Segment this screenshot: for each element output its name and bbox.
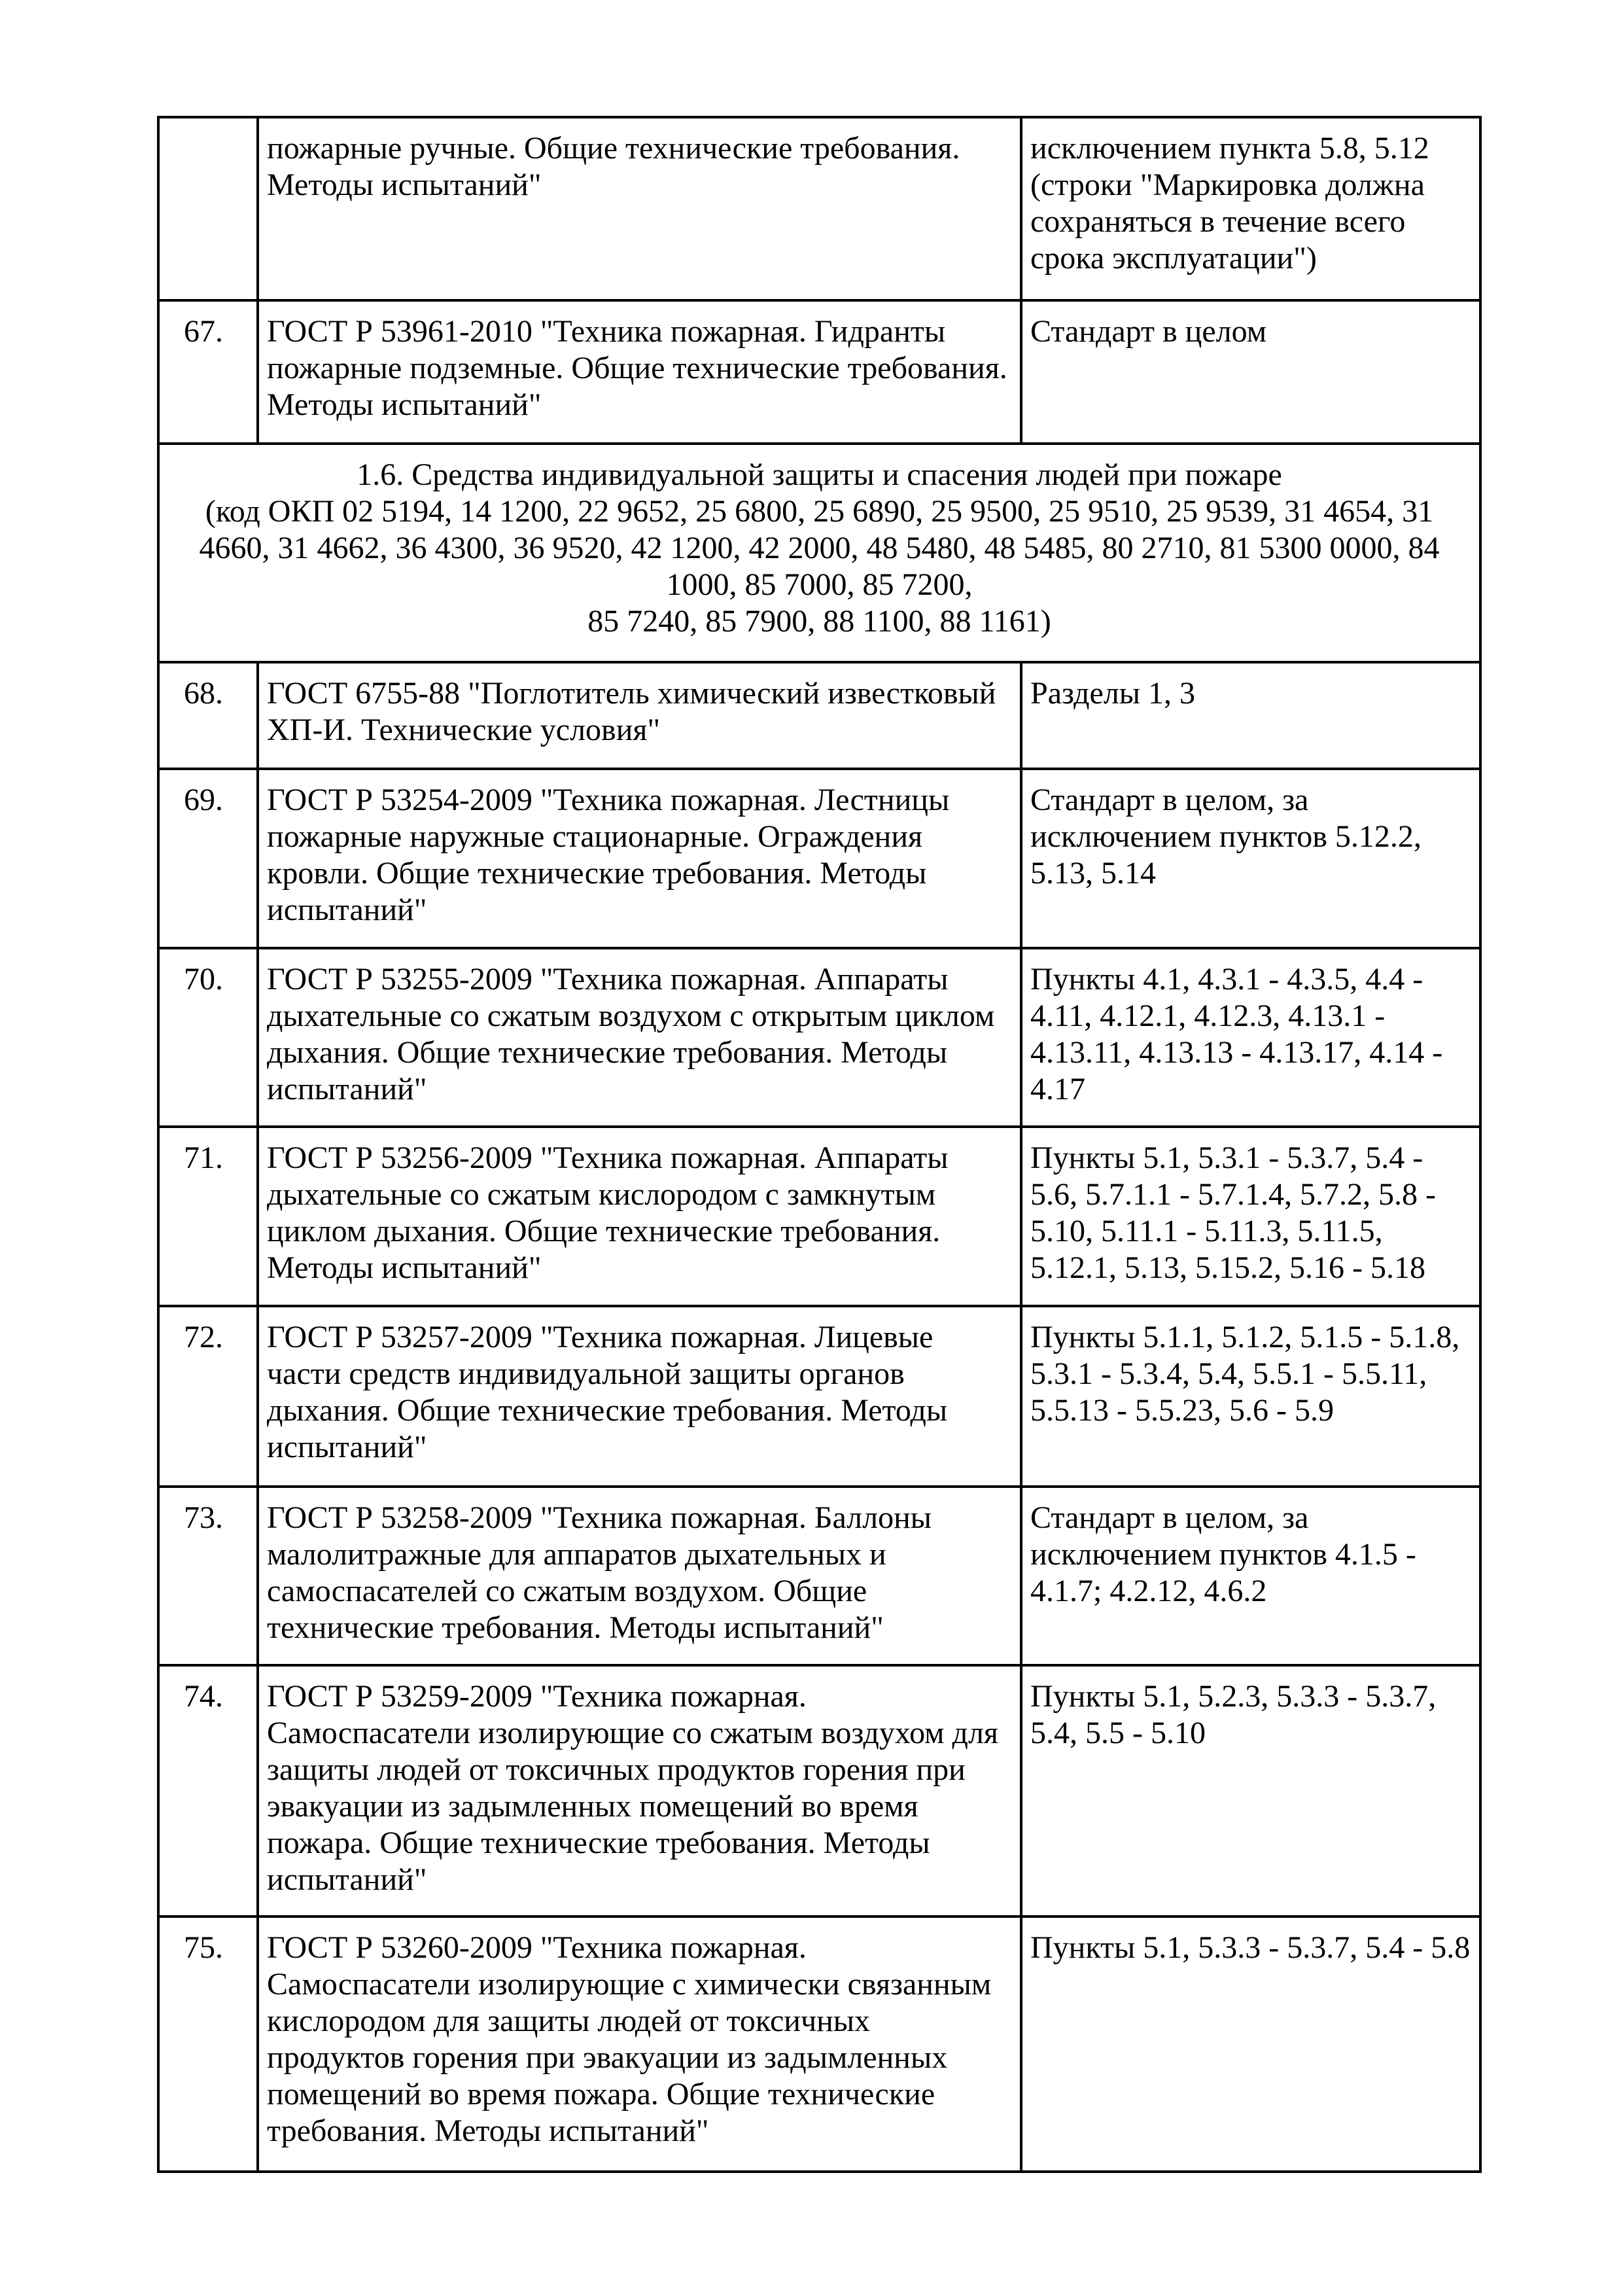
section-codes-line: (код ОКП 02 5194, 14 1200, 22 9652, 25 6800, 25 6890, 25 9500, 25 9510, 25 9539, 31 4654, 31: [205, 494, 1434, 529]
row-number: 68.: [158, 662, 258, 769]
section-header-row: [158, 444, 1480, 662]
standard-title: ГОСТ Р 53260-2009 "Техника пожарная. Самоспасатели изолирующие с химически связанным кислородом для защиты людей от токсичных продуктов горения при эвакуации из задымленных помещений во время пожара. Общие технические требования. Методы испытаний": [258, 1916, 1021, 2172]
row-number: 74.: [158, 1665, 258, 1916]
table-row: [158, 117, 1480, 300]
row-number: 70.: [158, 948, 258, 1127]
applicability-scope: Разделы 1, 3: [1021, 662, 1480, 769]
table-row: [158, 1127, 1480, 1306]
table-row: [158, 1916, 1480, 2172]
row-number: 69.: [158, 769, 258, 948]
applicability-scope: Пункты 5.1, 5.3.1 - 5.3.7, 5.4 - 5.6, 5.7.1.1 - 5.7.1.4, 5.7.2, 5.8 - 5.10, 5.11.1 - 5.11.3, 5.11.5, 5.12.1, 5.13, 5.15.2, 5.16 - 5.18: [1021, 1127, 1480, 1306]
table-row: [158, 662, 1480, 769]
row-number: 71.: [158, 1127, 258, 1306]
row-number: 72.: [158, 1306, 258, 1487]
table-row: [158, 1306, 1480, 1487]
table-row: [158, 300, 1480, 444]
standards-table: [157, 116, 1482, 2173]
standard-title: ГОСТ Р 53257-2009 "Техника пожарная. Лицевые части средств индивидуальной защиты органов дыхания. Общие технические требования. Методы испытаний": [258, 1306, 1021, 1487]
applicability-scope: Стандарт в целом, за исключением пунктов 5.12.2, 5.13, 5.14: [1021, 769, 1480, 948]
applicability-scope: исключением пункта 5.8, 5.12 (строки "Маркировка должна сохраняться в течение всего срока эксплуатации"): [1021, 117, 1480, 300]
applicability-scope: Стандарт в целом: [1021, 300, 1480, 444]
section-codes-line: 1000, 85 7000, 85 7200,: [666, 567, 973, 602]
standard-title: ГОСТ Р 53961-2010 "Техника пожарная. Гидранты пожарные подземные. Общие технические требования. Методы испытаний": [258, 300, 1021, 444]
section-header: [158, 444, 1480, 662]
table-row: [158, 948, 1480, 1127]
row-number: [158, 117, 258, 300]
table-row: [158, 769, 1480, 948]
standard-title: ГОСТ Р 53255-2009 "Техника пожарная. Аппараты дыхательные со сжатым воздухом с открытым циклом дыхания. Общие технические требования. Методы испытаний": [258, 948, 1021, 1127]
section-title: 1.6. Средства индивидуальной защиты и спасения людей при пожаре: [357, 457, 1282, 492]
applicability-scope: Пункты 5.1, 5.3.3 - 5.3.7, 5.4 - 5.8: [1021, 1916, 1480, 2172]
row-number: 67.: [158, 300, 258, 444]
table-row: [158, 1665, 1480, 1916]
section-codes-line: 85 7240, 85 7900, 88 1100, 88 1161): [587, 604, 1051, 639]
applicability-scope: Пункты 5.1, 5.2.3, 5.3.3 - 5.3.7, 5.4, 5.5 - 5.10: [1021, 1665, 1480, 1916]
standard-title: пожарные ручные. Общие технические требования. Методы испытаний": [258, 117, 1021, 300]
standard-title: ГОСТ 6755-88 "Поглотитель химический известковый ХП-И. Технические условия": [258, 662, 1021, 769]
section-codes-line: 4660, 31 4662, 36 4300, 36 9520, 42 1200, 42 2000, 48 5480, 48 5485, 80 2710, 81 5300 0000, 84: [199, 531, 1440, 565]
table-row: [158, 1487, 1480, 1665]
standard-title: ГОСТ Р 53259-2009 "Техника пожарная. Самоспасатели изолирующие со сжатым воздухом для защиты людей от токсичных продуктов горения при эвакуации из задымленных помещений во время пожара. Общие технические требования. Методы испытаний": [258, 1665, 1021, 1916]
standard-title: ГОСТ Р 53254-2009 "Техника пожарная. Лестницы пожарные наружные стационарные. Ограждения кровли. Общие технические требования. Методы испытаний": [258, 769, 1021, 948]
applicability-scope: Пункты 5.1.1, 5.1.2, 5.1.5 - 5.1.8, 5.3.1 - 5.3.4, 5.4, 5.5.1 - 5.5.11, 5.5.13 - 5.5.23, 5.6 - 5.9: [1021, 1306, 1480, 1487]
row-number: 75.: [158, 1916, 258, 2172]
applicability-scope: Пункты 4.1, 4.3.1 - 4.3.5, 4.4 - 4.11, 4.12.1, 4.12.3, 4.13.1 - 4.13.11, 4.13.13 - 4.13.17, 4.14 - 4.17: [1021, 948, 1480, 1127]
standard-title: ГОСТ Р 53256-2009 "Техника пожарная. Аппараты дыхательные со сжатым кислородом с замкнутым циклом дыхания. Общие технические требования. Методы испытаний": [258, 1127, 1021, 1306]
standard-title: ГОСТ Р 53258-2009 "Техника пожарная. Баллоны малолитражные для аппаратов дыхательных и самоспасателей со сжатым воздухом. Общие технические требования. Методы испытаний": [258, 1487, 1021, 1665]
applicability-scope: Стандарт в целом, за исключением пунктов 4.1.5 - 4.1.7; 4.2.12, 4.6.2: [1021, 1487, 1480, 1665]
row-number: 73.: [158, 1487, 258, 1665]
